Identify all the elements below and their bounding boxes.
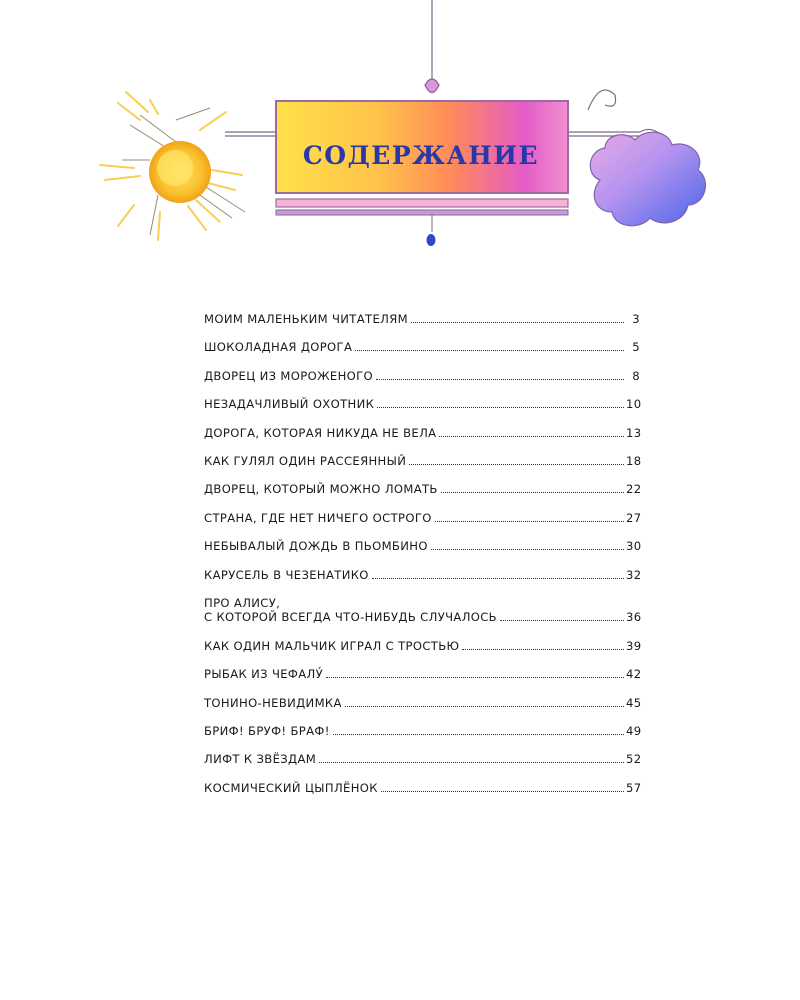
- dot-leader: [377, 406, 624, 408]
- toc-entry-page: 32: [626, 567, 642, 582]
- table-of-contents: [204, 306, 640, 803]
- toc-entry-page: 52: [626, 752, 642, 767]
- toc-entry[interactable]: [204, 590, 640, 624]
- toc-entry-page: 45: [626, 695, 642, 710]
- toc-entry[interactable]: [204, 633, 640, 653]
- toc-entry[interactable]: [204, 775, 640, 795]
- toc-entry-title: КАРУСЕЛЬ В ЧЕЗЕНАТИКО: [204, 567, 369, 582]
- toc-entry[interactable]: [204, 690, 640, 710]
- dot-leader: [462, 648, 624, 650]
- dot-leader: [319, 761, 624, 763]
- toc-entry-page: 49: [626, 724, 642, 739]
- dot-leader: [435, 520, 624, 522]
- sun-illustration: [100, 92, 245, 240]
- toc-entry[interactable]: [204, 533, 640, 553]
- toc-entry-page: 5: [632, 340, 640, 355]
- toc-entry-title: НЕЗАДАЧЛИВЫЙ ОХОТНИК: [204, 397, 375, 412]
- toc-entry[interactable]: [204, 363, 640, 383]
- dot-leader: [500, 619, 624, 621]
- toc-entry-title: ПРО АЛИСУ, С КОТОРОЙ ВСЕГДА ЧТО-НИБУДЬ СЛУЧАЛОСЬ: [204, 595, 497, 624]
- page-title: СОДЕРЖАНИЕ: [302, 141, 540, 170]
- toc-entry-page: 10: [626, 397, 642, 412]
- toc-entry[interactable]: [204, 391, 640, 411]
- toc-entry-title: КОСМИЧЕСКИЙ ЦЫПЛЁНОК: [204, 780, 378, 795]
- toc-entry[interactable]: [204, 562, 640, 582]
- toc-entry-page: 18: [626, 453, 642, 468]
- toc-entry-title: ШОКОЛАДНАЯ ДОРОГА: [204, 340, 353, 355]
- toc-entry-page: 42: [626, 667, 642, 682]
- header-illustration: [0, 0, 800, 270]
- toc-entry-page: 22: [626, 482, 642, 497]
- banner: [276, 101, 568, 246]
- dot-leader: [411, 321, 624, 323]
- dot-leader: [372, 577, 624, 579]
- toc-entry[interactable]: [204, 306, 640, 326]
- dot-leader: [355, 349, 624, 351]
- dot-leader: [441, 491, 624, 493]
- toc-entry-page: 27: [626, 510, 642, 525]
- toc-entry-title: КАК ГУЛЯЛ ОДИН РАССЕЯННЫЙ: [204, 453, 407, 468]
- dot-leader: [439, 435, 624, 437]
- toc-entry-title: ЛИФТ К ЗВЁЗДАМ: [204, 752, 317, 767]
- toc-entry-title: ДВОРЕЦ, КОТОРЫЙ МОЖНО ЛОМАТЬ: [204, 482, 438, 497]
- toc-entry-title: РЫБАК ИЗ ЧЕФАЛУ́: [204, 667, 324, 682]
- toc-entry[interactable]: [204, 746, 640, 766]
- toc-entry-title: НЕБЫВАЛЫЙ ДОЖДЬ В ПЬОМБИНО: [204, 539, 428, 554]
- cloud-illustration: [590, 132, 705, 226]
- toc-entry-page: 30: [626, 539, 642, 554]
- dot-leader: [345, 705, 624, 707]
- toc-entry[interactable]: [204, 718, 640, 738]
- toc-entry[interactable]: [204, 661, 640, 681]
- toc-entry-title: БРИФ! БРУФ! БРАФ!: [204, 724, 330, 739]
- toc-entry-page: 13: [626, 425, 642, 440]
- toc-entry-page: 3: [632, 312, 640, 326]
- dot-leader: [376, 378, 624, 380]
- toc-entry[interactable]: [204, 476, 640, 496]
- toc-entry-page: 39: [626, 638, 642, 653]
- dot-leader: [381, 790, 624, 792]
- toc-entry-title: ДОРОГА, КОТОРАЯ НИКУДА НЕ ВЕЛА: [204, 425, 437, 440]
- toc-entry-page: 36: [626, 609, 642, 624]
- dot-leader: [333, 733, 624, 735]
- toc-entry-title: КАК ОДИН МАЛЬЧИК ИГРАЛ С ТРОСТЬЮ: [204, 638, 460, 653]
- toc-entry-page: 57: [626, 780, 642, 795]
- toc-entry[interactable]: [204, 420, 640, 440]
- toc-entry-title: ТОНИНО-НЕВИДИМКА: [204, 695, 342, 710]
- toc-entry-title: МОИМ МАЛЕНЬКИМ ЧИТАТЕЛЯМ: [204, 312, 408, 326]
- toc-entry-page: 8: [632, 368, 640, 383]
- toc-entry[interactable]: [204, 505, 640, 525]
- toc-entry-title: СТРАНА, ГДЕ НЕТ НИЧЕГО ОСТРОГО: [204, 510, 432, 525]
- toc-entry[interactable]: [204, 448, 640, 468]
- toc-entry-title: ДВОРЕЦ ИЗ МОРОЖЕНОГО: [204, 368, 374, 383]
- dot-leader: [431, 548, 624, 550]
- toc-entry[interactable]: [204, 334, 640, 354]
- pendant-icon: [427, 234, 436, 246]
- dot-leader: [409, 463, 624, 465]
- dot-leader: [326, 676, 624, 678]
